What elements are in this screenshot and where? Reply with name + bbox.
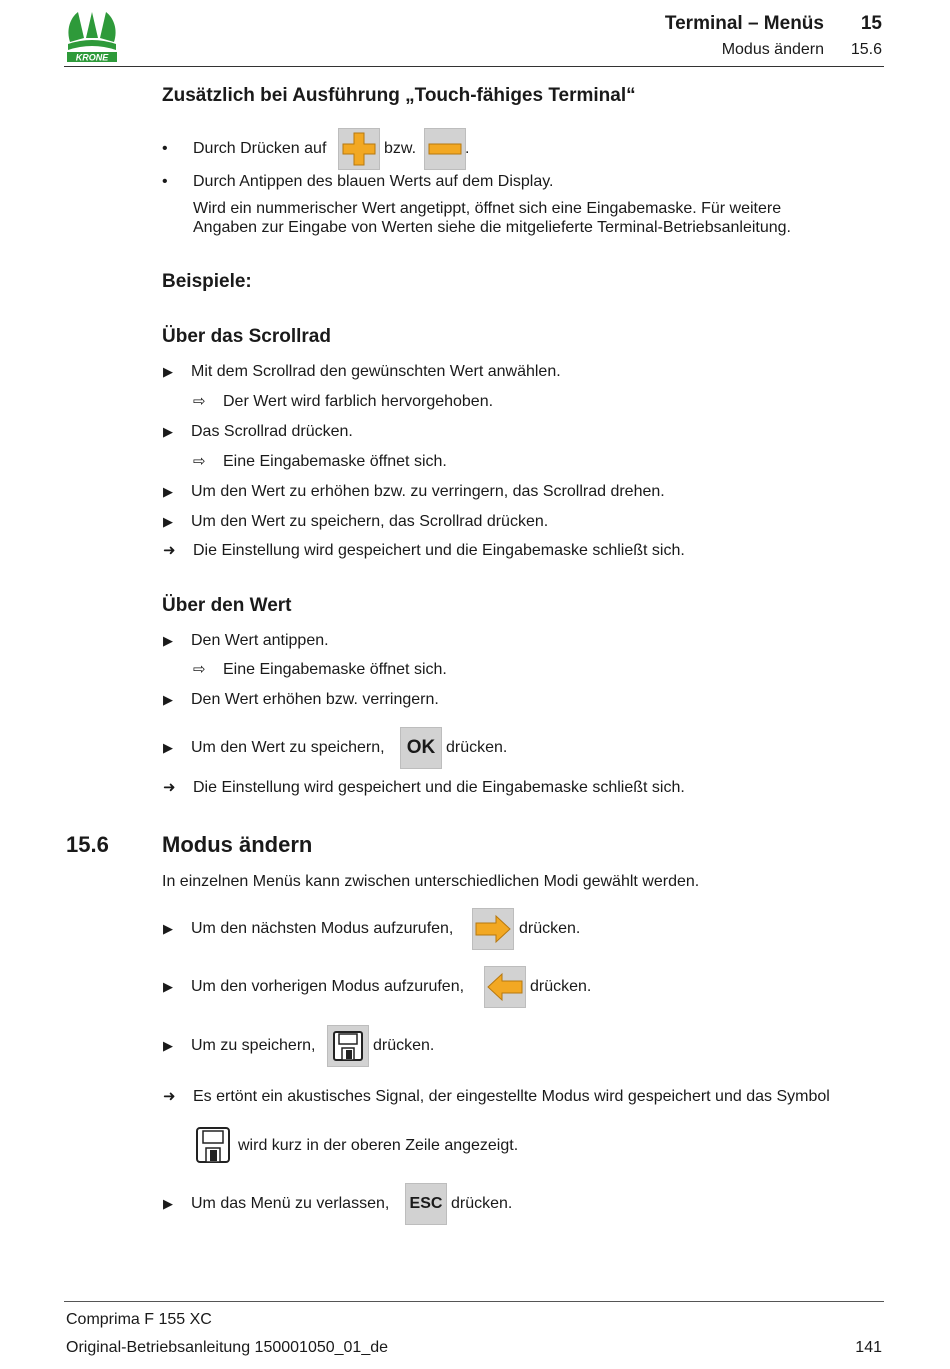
value-final: Die Einstellung wird gespeichert und die Eingabemaske schließt sich. <box>193 779 685 796</box>
scroll-step3: Um den Wert zu erhöhen bzw. zu verringern, das Scrollrad drehen. <box>191 483 665 500</box>
value-step2: Den Wert erhöhen bzw. verringern. <box>191 691 439 708</box>
floppy-disk-icon <box>195 1126 231 1164</box>
section-intro: In einzelnen Menüs kann zwischen unterschiedlichen Modi gewählt werden. <box>162 873 700 890</box>
bullet-marker: • <box>162 173 168 190</box>
mode-step2-pre: Um den vorherigen Modus aufzurufen, <box>191 978 465 995</box>
result-marker: ⇨ <box>193 661 206 678</box>
footer-divider <box>64 1301 884 1302</box>
header-divider <box>64 66 884 67</box>
touch-bullet2-line1: Durch Antippen des blauen Werts auf dem Display. <box>193 173 554 190</box>
touch-bullet1-mid: bzw. <box>384 140 417 157</box>
step-marker: ▶ <box>163 979 173 994</box>
ok-button: OK <box>400 727 442 769</box>
scroll-step1: Mit dem Scrollrad den gewünschten Wert anwählen. <box>191 363 561 380</box>
plus-button <box>338 128 380 170</box>
floppy-disk-icon <box>332 1030 364 1062</box>
final-marker: ➜ <box>163 542 176 559</box>
step-marker: ▶ <box>163 740 173 755</box>
value-step3-pre: Um den Wert zu speichern, <box>191 739 385 756</box>
result-marker: ⇨ <box>193 393 206 410</box>
bullet-marker: • <box>162 140 168 157</box>
minus-icon <box>427 131 463 167</box>
mode-step1-post: drücken. <box>519 920 581 937</box>
save-button <box>327 1025 369 1067</box>
result-marker: ⇨ <box>193 453 206 470</box>
plus-icon <box>341 131 377 167</box>
step-marker: ▶ <box>163 921 173 936</box>
footer-model: Comprima F 155 XC <box>66 1311 212 1328</box>
touch-bullet1-text: Durch Drücken auf <box>193 140 327 157</box>
section-number: 15.6 <box>66 832 109 857</box>
step-marker: ▶ <box>163 484 173 499</box>
step-marker: ▶ <box>163 424 173 439</box>
logo-text: KRONE <box>75 52 109 63</box>
mode-final-line2: wird kurz in der oberen Zeile angezeigt. <box>238 1137 519 1154</box>
mode-final-line1: Es ertönt ein akustisches Signal, der eingestellte Modus wird gespeichert und das Symbol <box>193 1088 830 1105</box>
mode-step3-pre: Um zu speichern, <box>191 1037 316 1054</box>
step-marker: ▶ <box>163 514 173 529</box>
krone-logo <box>64 8 120 64</box>
scroll-step2: Das Scrollrad drücken. <box>191 423 353 440</box>
minus-button <box>424 128 466 170</box>
value-step3-post: drücken. <box>446 739 508 756</box>
scroll-result1: Der Wert wird farblich hervorgehoben. <box>223 393 494 410</box>
footer-page-number: 141 <box>855 1339 882 1356</box>
mode-step3-post: drücken. <box>373 1037 435 1054</box>
scroll-final: Die Einstellung wird gespeichert und die Eingabemaske schließt sich. <box>193 542 685 559</box>
section-title: Modus ändern <box>162 832 313 857</box>
mode-step4-pre: Um das Menü zu verlassen, <box>191 1195 390 1212</box>
touch-bullet2-line3: Angaben zur Eingabe von Werten siehe die mitgelieferte Terminal-Betriebsanleitung. <box>193 219 791 236</box>
examples-heading: Beispiele: <box>162 271 252 292</box>
touch-bullet1-end: . <box>465 140 470 157</box>
scroll-result2: Eine Eingabemaske öffnet sich. <box>223 453 447 470</box>
arrow-left-icon <box>486 972 524 1002</box>
mode-step1-pre: Um den nächsten Modus aufzurufen, <box>191 920 454 937</box>
footer-document: Original-Betriebsanleitung 150001050_01_de <box>66 1339 389 1356</box>
arrow-right-icon <box>474 914 512 944</box>
header-chapter: 15 <box>860 13 882 34</box>
value-result1: Eine Eingabemaske öffnet sich. <box>223 661 447 678</box>
value-heading: Über den Wert <box>162 595 292 616</box>
floppy-disk-symbol <box>195 1126 231 1164</box>
touch-heading: Zusätzlich bei Ausführung „Touch-fähiges Terminal“ <box>162 85 636 106</box>
final-marker: ➜ <box>163 1088 176 1105</box>
step-marker: ▶ <box>163 1038 173 1053</box>
header-section-number: 15.6 <box>850 41 882 58</box>
next-mode-button <box>472 908 514 950</box>
scroll-step4: Um den Wert zu speichern, das Scrollrad drücken. <box>191 513 549 530</box>
header-subtitle: Modus ändern <box>721 41 824 58</box>
step-marker: ▶ <box>163 633 173 648</box>
touch-bullet2-line2: Wird ein nummerischer Wert angetippt, öffnet sich eine Eingabemaske. Für weitere <box>193 200 782 217</box>
esc-button: ESC <box>405 1183 447 1225</box>
header-title: Terminal – Menüs <box>664 13 824 34</box>
value-step1: Den Wert antippen. <box>191 632 329 649</box>
previous-mode-button <box>484 966 526 1008</box>
final-marker: ➜ <box>163 779 176 796</box>
step-marker: ▶ <box>163 1196 173 1211</box>
mode-step2-post: drücken. <box>530 978 592 995</box>
step-marker: ▶ <box>163 692 173 707</box>
step-marker: ▶ <box>163 364 173 379</box>
scroll-heading: Über das Scrollrad <box>162 326 331 347</box>
mode-step4-post: drücken. <box>451 1195 513 1212</box>
